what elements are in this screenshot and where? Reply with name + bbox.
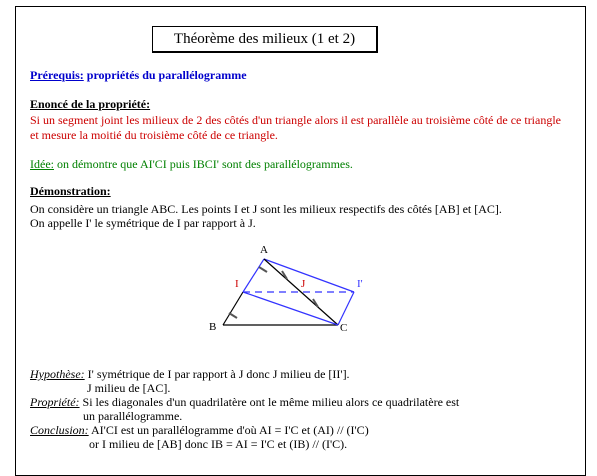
segment-A-I: [243, 259, 264, 292]
page-title: Théorème des milieux (1 et 2): [152, 26, 378, 53]
label-C: C: [340, 322, 348, 334]
segment-I-B: [223, 292, 243, 325]
prerequis-text: propriétés du parallélogramme: [83, 68, 247, 82]
label-J: J: [301, 278, 306, 290]
label-A: A: [260, 244, 268, 256]
demonstration-line-2: On appelle I' le symétrique de I par rapport à J.: [30, 216, 256, 230]
prerequis-label: Prérequis:: [30, 68, 84, 82]
label-Iprime: I': [357, 278, 363, 290]
hypothese-text-1: I' symétrique de I par rapport à J donc J milieu de [II'].: [84, 367, 350, 381]
propriete-line-1: [30, 395, 459, 409]
segment-A-C: [264, 259, 338, 325]
conclusion-line-1: [30, 423, 369, 437]
propriete-label: Propriété:: [30, 395, 80, 409]
conclusion-label: Conclusion:: [30, 423, 89, 437]
segment-A-Iprime: [264, 259, 354, 292]
propriete-line-2: un parallélogramme.: [83, 409, 183, 423]
idee-text: on démontre que AI'CI puis IBCI' sont des parallélogrammes.: [53, 157, 353, 171]
hypothese-line-1: [30, 367, 350, 381]
conclusion-text-1: AI'CI est un parallélogramme d'où AI = I'C et (AI) // (I'C): [88, 423, 369, 437]
hypothese-line-2: J milieu de [AC].: [87, 381, 171, 395]
enonce-line-2: et mesure la moitié du troisième côté de ce triangle.: [30, 128, 278, 142]
demonstration-heading: Démonstration:: [30, 184, 111, 198]
label-B: B: [209, 321, 217, 333]
propriete-text-1: Si les diagonales d'un quadrilatère ont le même milieu alors ce quadrilatère est: [79, 395, 460, 409]
tick-IB: [229, 313, 237, 318]
enonce-line-1: Si un segment joint les milieux de 2 des côtés d'un triangle alors il est parallèle au troisième côté de ce triangle: [30, 113, 562, 127]
enonce-heading: Enoncé de la propriété:: [30, 97, 151, 111]
segment-I-C: [243, 292, 338, 325]
demonstration-line-1: On considère un triangle ABC. Les points I et J sont les milieux respectifs des côtés [AB] et [AC].: [30, 202, 502, 216]
conclusion-line-2: or I milieu de [AB] donc IB = AI = I'C et (IB) // (I'C).: [89, 437, 348, 451]
segment-Iprime-C: [338, 292, 354, 325]
tick-AI: [259, 267, 267, 272]
label-I: I: [235, 278, 239, 290]
idee-label: Idée:: [30, 157, 54, 171]
hypothese-label: Hypothèse:: [30, 367, 85, 381]
